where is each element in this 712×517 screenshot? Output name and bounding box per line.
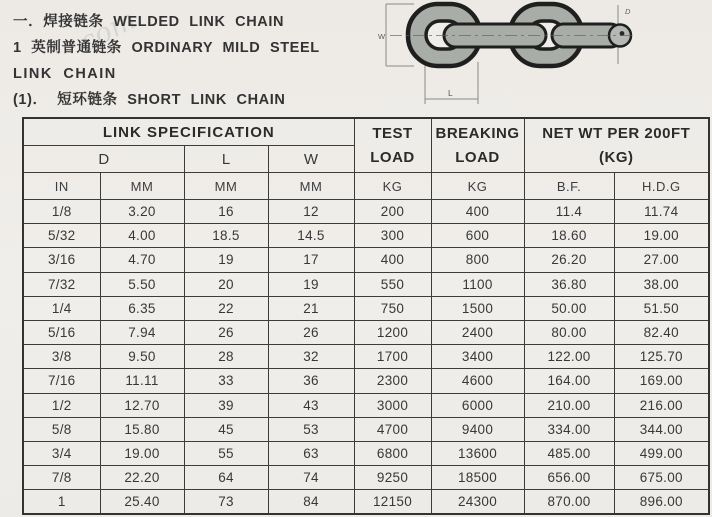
table-cell: 344.00 xyxy=(614,417,709,441)
table-cell: 4.00 xyxy=(100,224,184,248)
table-cell: 13600 xyxy=(431,441,524,465)
table-cell: 16 xyxy=(184,200,268,224)
table-cell: 51.50 xyxy=(614,296,709,320)
table-cell: 896.00 xyxy=(614,490,709,515)
table-cell: 210.00 xyxy=(524,393,614,417)
unit-bf: B.F. xyxy=(524,173,614,200)
table-cell: 1100 xyxy=(431,272,524,296)
table-row xyxy=(23,393,709,417)
chain-specification-table xyxy=(22,117,710,515)
table-cell: 499.00 xyxy=(614,441,709,465)
table-cell: 22 xyxy=(184,296,268,320)
table-cell: 3/16 xyxy=(23,248,100,272)
table-cell: 82.40 xyxy=(614,320,709,344)
table-cell: 63 xyxy=(268,441,354,465)
chain-drawing xyxy=(378,0,712,112)
table-cell: 3.20 xyxy=(100,200,184,224)
table-cell: 3000 xyxy=(354,393,431,417)
unit-kg-breaking: KG xyxy=(431,173,524,200)
header-link-specification: LINK SPECIFICATION xyxy=(23,118,354,146)
table-cell: 400 xyxy=(354,248,431,272)
table-cell: 4700 xyxy=(354,417,431,441)
table-cell: 12 xyxy=(268,200,354,224)
table-cell: 25.40 xyxy=(100,490,184,515)
table-row xyxy=(23,417,709,441)
table-cell: 3/4 xyxy=(23,441,100,465)
table-cell: 300 xyxy=(354,224,431,248)
table-cell: 5.50 xyxy=(100,272,184,296)
table-cell: 6000 xyxy=(431,393,524,417)
table-cell: 80.00 xyxy=(524,320,614,344)
table-cell: 84 xyxy=(268,490,354,515)
table-cell: 656.00 xyxy=(524,466,614,490)
heading-line-ordinary-mild-steel: 1 英制普通链条 ORDINARY MILD STEEL xyxy=(13,40,320,56)
dim-label-w: W xyxy=(378,32,386,41)
unit-hdg: H.D.G xyxy=(614,173,709,200)
table-row xyxy=(23,200,709,224)
table-cell: 20 xyxy=(184,272,268,296)
table-cell: 45 xyxy=(184,417,268,441)
header-test-load-line1: TEST xyxy=(372,124,413,142)
table-cell: 600 xyxy=(431,224,524,248)
table-cell: 9.50 xyxy=(100,345,184,369)
table-cell: 50.00 xyxy=(524,296,614,320)
table-cell: 675.00 xyxy=(614,466,709,490)
table-cell: 15.80 xyxy=(100,417,184,441)
unit-mm-l: MM xyxy=(184,173,268,200)
table-row xyxy=(23,296,709,320)
table-cell: 5/16 xyxy=(23,320,100,344)
table-cell: 9400 xyxy=(431,417,524,441)
header-l: L xyxy=(184,146,268,173)
table-row xyxy=(23,272,709,296)
table-cell: 73 xyxy=(184,490,268,515)
table-row xyxy=(23,441,709,465)
table-cell: 18.5 xyxy=(184,224,268,248)
table-cell: 1200 xyxy=(354,320,431,344)
table-cell: 2300 xyxy=(354,369,431,393)
dim-label-d: D xyxy=(625,7,631,16)
table-cell: 19.00 xyxy=(100,441,184,465)
header-w: W xyxy=(268,146,354,173)
table-cell: 164.00 xyxy=(524,369,614,393)
table-cell: 6800 xyxy=(354,441,431,465)
header-test-load xyxy=(354,118,431,173)
table-cell: 11.74 xyxy=(614,200,709,224)
table-cell: 1500 xyxy=(431,296,524,320)
table-cell: 3400 xyxy=(431,345,524,369)
table-cell: 4600 xyxy=(431,369,524,393)
table-row xyxy=(23,224,709,248)
table-cell: 400 xyxy=(431,200,524,224)
table-cell: 7.94 xyxy=(100,320,184,344)
unit-in: IN xyxy=(23,173,100,200)
table-cell: 216.00 xyxy=(614,393,709,417)
table-cell: 12150 xyxy=(354,490,431,515)
table-cell: 5/8 xyxy=(23,417,100,441)
table-header xyxy=(23,118,709,200)
table-cell: 53 xyxy=(268,417,354,441)
table-cell: 750 xyxy=(354,296,431,320)
table-cell: 26 xyxy=(268,320,354,344)
table-cell: 55 xyxy=(184,441,268,465)
table-cell: 11.11 xyxy=(100,369,184,393)
table-cell: 19 xyxy=(184,248,268,272)
section-heading xyxy=(13,9,385,113)
table-cell: 169.00 xyxy=(614,369,709,393)
header-breaking-load-line2: LOAD xyxy=(455,148,500,166)
table-cell: 14.5 xyxy=(268,224,354,248)
table-cell: 1/2 xyxy=(23,393,100,417)
header-breaking-load-line1: BREAKING xyxy=(435,124,520,142)
table-row xyxy=(23,345,709,369)
table-cell: 43 xyxy=(268,393,354,417)
table-row xyxy=(23,248,709,272)
table-cell: 3/8 xyxy=(23,345,100,369)
table-cell: 9250 xyxy=(354,466,431,490)
table-cell: 200 xyxy=(354,200,431,224)
table-cell: 18.60 xyxy=(524,224,614,248)
table-cell: 12.70 xyxy=(100,393,184,417)
table-body xyxy=(23,200,709,515)
scan-watermark: com xyxy=(73,2,142,59)
table-cell: 7/16 xyxy=(23,369,100,393)
table-row xyxy=(23,320,709,344)
unit-kg-test: KG xyxy=(354,173,431,200)
table-cell: 27.00 xyxy=(614,248,709,272)
table-cell: 26 xyxy=(184,320,268,344)
header-breaking-load xyxy=(431,118,524,173)
table-row xyxy=(23,369,709,393)
table-cell: 5/32 xyxy=(23,224,100,248)
unit-mm-d: MM xyxy=(100,173,184,200)
table-row xyxy=(23,466,709,490)
table-cell: 7/8 xyxy=(23,466,100,490)
header-net-wt-line1: NET WT PER 200FT xyxy=(542,124,691,142)
header-net-wt xyxy=(524,118,709,173)
table-cell: 36 xyxy=(268,369,354,393)
table-cell: 4.70 xyxy=(100,248,184,272)
heading-line-short-link-chain: (1)． 短环链条 SHORT LINK CHAIN xyxy=(13,92,286,108)
table-cell: 1/4 xyxy=(23,296,100,320)
table-cell: 22.20 xyxy=(100,466,184,490)
table-cell: 125.70 xyxy=(614,345,709,369)
table-cell: 64 xyxy=(184,466,268,490)
table-cell: 334.00 xyxy=(524,417,614,441)
table-cell: 33 xyxy=(184,369,268,393)
table-cell: 1700 xyxy=(354,345,431,369)
table-cell: 800 xyxy=(431,248,524,272)
table-cell: 74 xyxy=(268,466,354,490)
table-cell: 122.00 xyxy=(524,345,614,369)
table-cell: 17 xyxy=(268,248,354,272)
header-net-wt-line2: (KG) xyxy=(599,148,634,166)
table-cell: 19 xyxy=(268,272,354,296)
table-cell: 550 xyxy=(354,272,431,296)
header-test-load-line2: LOAD xyxy=(370,148,415,166)
heading-line-link-chain: LINK CHAIN xyxy=(13,66,117,82)
table-cell: 36.80 xyxy=(524,272,614,296)
table-cell: 39 xyxy=(184,393,268,417)
table-cell: 2400 xyxy=(431,320,524,344)
heading-line-welded-link-chain: 一．焊接链条 WELDED LINK CHAIN xyxy=(13,14,285,30)
table-cell: 19.00 xyxy=(614,224,709,248)
table-cell: 11.4 xyxy=(524,200,614,224)
unit-mm-w: MM xyxy=(268,173,354,200)
table-cell: 485.00 xyxy=(524,441,614,465)
table-cell: 38.00 xyxy=(614,272,709,296)
table-cell: 6.35 xyxy=(100,296,184,320)
table-cell: 32 xyxy=(268,345,354,369)
header-d: D xyxy=(23,146,184,173)
table-cell: 870.00 xyxy=(524,490,614,515)
table-cell: 7/32 xyxy=(23,272,100,296)
table-row xyxy=(23,490,709,515)
table-cell: 28 xyxy=(184,345,268,369)
table-cell: 18500 xyxy=(431,466,524,490)
table-cell: 1 xyxy=(23,490,100,515)
table-cell: 26.20 xyxy=(524,248,614,272)
table-cell: 24300 xyxy=(431,490,524,515)
table-cell: 1/8 xyxy=(23,200,100,224)
dim-label-l: L xyxy=(448,88,453,98)
table-cell: 21 xyxy=(268,296,354,320)
